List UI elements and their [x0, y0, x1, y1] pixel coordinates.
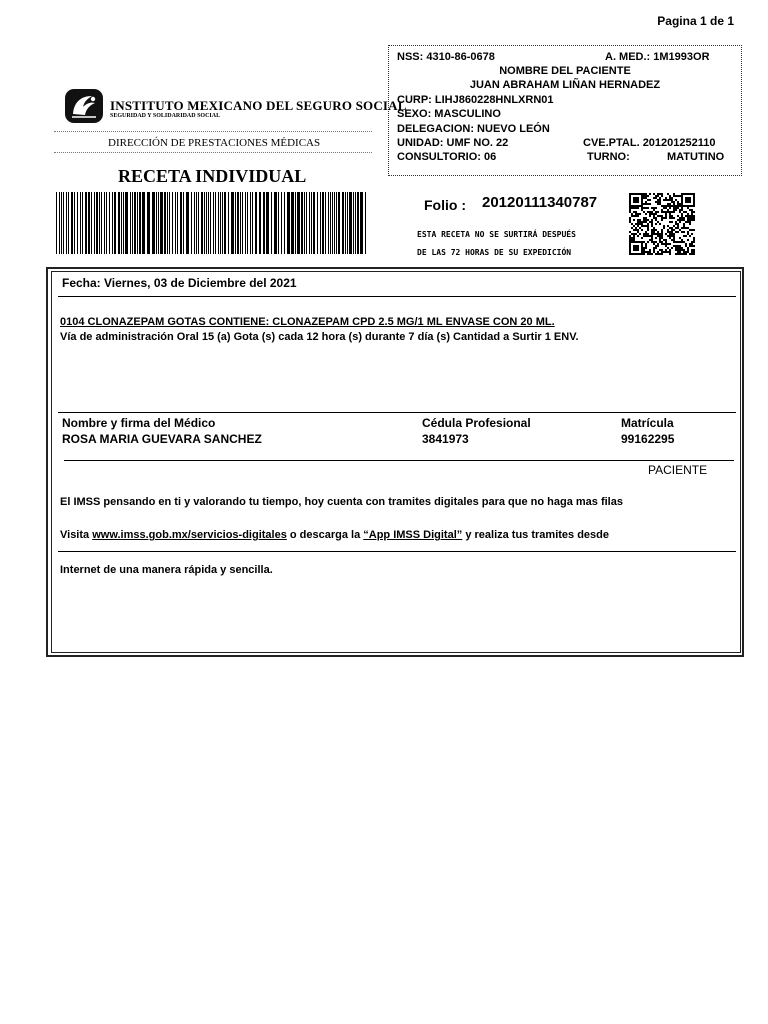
curp-field: CURP: LIHJ860228HNLXRN01 — [397, 94, 554, 106]
sexo-field: SEXO: MASCULINO — [397, 108, 501, 120]
prescription-frame-inner — [51, 271, 741, 653]
divider — [64, 460, 734, 461]
divider — [58, 296, 736, 297]
expiry-notice-line: DE LAS 72 HORAS DE SU EXPEDICIÓN — [417, 248, 572, 257]
matricula-label: Matrícula — [621, 416, 674, 430]
footer-closing: Internet de una manera rápida y sencilla. — [60, 564, 273, 576]
turno-value: MATUTINO — [667, 151, 725, 163]
medication-line: 0104 CLONAZEPAM GOTAS CONTIENE: CLONAZEPAM CPD 2.5 MG/1 ML ENVASE CON 20 ML. — [60, 316, 555, 328]
visit-prefix: Visita — [60, 529, 93, 541]
turno-label: TURNO: — [587, 151, 630, 163]
folio-value: 20120111340787 — [482, 194, 598, 211]
footer-message: El IMSS pensando en ti y valorando tu tiempo, hoy cuenta con tramites digitales para que no haga mas filas — [60, 496, 623, 508]
barcode-icon — [56, 192, 370, 254]
cedula-label: Cédula Profesional — [422, 416, 531, 430]
prescription-date: Fecha: Viernes, 03 de Diciembre del 2021 — [62, 276, 297, 290]
matricula-value: 99162295 — [621, 432, 675, 446]
institution-name: INSTITUTO MEXICANO DEL SEGURO SOCIAL — [110, 98, 407, 113]
visit-middle: o descarga la — [286, 529, 364, 541]
qr-code-icon — [629, 193, 695, 255]
doctor-name-label: Nombre y firma del Médico — [62, 416, 216, 430]
doctor-name: ROSA MARIA GUEVARA SANCHEZ — [62, 432, 262, 446]
delegacion-field: DELEGACION: NUEVO LEÓN — [397, 123, 550, 135]
cve-ptal-field: CVE.PTAL. 201201252110 — [583, 137, 716, 149]
divider — [58, 412, 736, 413]
app-imss-digital-link[interactable]: “App IMSS Digital” — [363, 529, 463, 541]
copy-label: PACIENTE — [648, 463, 708, 477]
patient-name-label: NOMBRE DEL PACIENTE — [499, 65, 631, 77]
medication-instructions: Vía de administración Oral 15 (a) Gota (s) cada 12 hora (s) durante 7 día (s) Cantidad a Surtir 1 ENV. — [60, 331, 579, 343]
direction-title: DIRECCIÓN DE PRESTACIONES MÉDICAS — [108, 137, 321, 149]
expiry-notice-line: ESTA RECETA NO SE SURTIRÁ DESPUÉS — [417, 230, 576, 239]
imss-eagle-logo-icon — [64, 88, 104, 124]
cedula-value: 3841973 — [422, 432, 469, 446]
divider — [54, 131, 372, 132]
a-med-field: A. MED.: 1M1993OR — [605, 51, 710, 63]
patient-info-box — [388, 45, 742, 176]
patient-name: JUAN ABRAHAM LIÑAN HERNADEZ — [469, 79, 661, 91]
page-number: Pagina 1 de 1 — [657, 14, 734, 28]
institution-subtitle: SEGURIDAD Y SOLIDARIDAD SOCIAL — [110, 113, 221, 119]
unidad-field: UNIDAD: UMF NO. 22 — [397, 137, 509, 149]
footer-visit-line — [60, 529, 609, 541]
imss-digital-link[interactable]: www.imss.gob.mx/servicios-digitales — [92, 529, 287, 541]
folio-label: Folio : — [424, 197, 466, 213]
nss-field: NSS: 4310-86-0678 — [397, 51, 495, 63]
expiry-notice — [417, 226, 576, 262]
visit-suffix: y realiza tus tramites desde — [462, 529, 609, 541]
consultorio-field: CONSULTORIO: 06 — [397, 151, 497, 163]
divider — [58, 551, 736, 552]
document-title: RECETA INDIVIDUAL — [118, 166, 307, 186]
divider — [54, 152, 372, 153]
